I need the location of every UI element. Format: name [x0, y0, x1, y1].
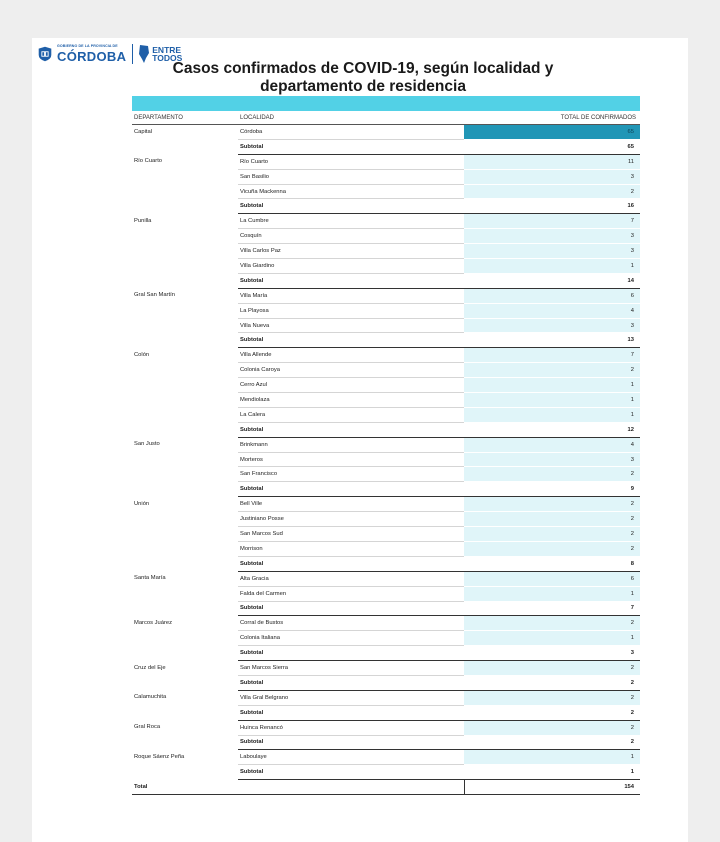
subtotal-value: 2 — [464, 705, 640, 720]
locality-cell: Bell Ville — [238, 497, 464, 512]
confirmed-count-cell: 1 — [464, 586, 640, 601]
subtotal-label: Subtotal — [238, 765, 464, 780]
confirmed-count-cell: 65 — [464, 125, 640, 140]
subtotal-value: 16 — [464, 199, 640, 214]
subtotal-label: Subtotal — [238, 199, 464, 214]
department-cell: Gral Roca — [134, 724, 161, 731]
subtotal-value: 13 — [464, 333, 640, 348]
locality-cell: Colonia Italiana — [238, 631, 464, 646]
confirmed-count-cell: 2 — [464, 541, 640, 556]
table-row — [132, 720, 640, 735]
department-cell: Calamuchita — [134, 694, 167, 701]
locality-cell: Corral de Bustos — [238, 616, 464, 631]
confirmed-count-cell: 3 — [464, 244, 640, 259]
table-row — [132, 437, 640, 452]
department-cell: Roque Sáenz Peña — [134, 753, 185, 760]
locality-cell: Alta Gracia — [238, 571, 464, 586]
table-row — [132, 125, 640, 140]
locality-cell: Villa Carlos Paz — [238, 244, 464, 259]
locality-cell: Morrison — [238, 541, 464, 556]
confirmed-count-cell: 7 — [464, 348, 640, 363]
locality-cell: Vicuña Mackenna — [238, 184, 464, 199]
confirmed-count-cell: 7 — [464, 214, 640, 229]
locality-cell: Colonia Caroya — [238, 363, 464, 378]
subtotal-label: Subtotal — [238, 646, 464, 661]
subtotal-label: Subtotal — [238, 735, 464, 750]
subtotal-label: Subtotal — [238, 333, 464, 348]
confirmed-count-cell: 1 — [464, 631, 640, 646]
confirmed-count-cell: 2 — [464, 690, 640, 705]
department-cell: Unión — [134, 500, 150, 507]
government-caption: GOBIERNO DE LA PROVINCIA DE — [57, 44, 118, 49]
coat-of-arms-icon — [36, 45, 54, 63]
subtotal-label: Subtotal — [238, 482, 464, 497]
confirmed-count-cell: 2 — [464, 661, 640, 676]
subtotal-value: 12 — [464, 422, 640, 437]
todos-text: TODOS — [152, 53, 183, 63]
province-name: CÓRDOBA — [57, 48, 127, 64]
subtotal-label: Subtotal — [238, 705, 464, 720]
department-cell: Gral San Martín — [134, 292, 175, 299]
table-row — [132, 661, 640, 676]
subtotal-value: 14 — [464, 273, 640, 288]
confirmed-count-cell: 3 — [464, 452, 640, 467]
subtotal-value: 3 — [464, 646, 640, 661]
table-row — [132, 214, 640, 229]
department-cell: Capital — [134, 129, 153, 135]
subtotal-label: Subtotal — [238, 675, 464, 690]
department-cell: Río Cuarto — [134, 158, 163, 165]
locality-cell: San Francisco — [238, 467, 464, 482]
locality-cell: San Marcos Sierra — [238, 661, 464, 676]
confirmed-count-cell: 6 — [464, 571, 640, 586]
subtotal-value: 2 — [464, 675, 640, 690]
confirmed-count-cell: 6 — [464, 288, 640, 303]
locality-cell: Villa Allende — [238, 348, 464, 363]
subtotal-value: 9 — [464, 482, 640, 497]
table-row — [132, 616, 640, 631]
table-row — [132, 154, 640, 169]
subtotal-value: 7 — [464, 601, 640, 616]
confirmed-count-cell: 2 — [464, 616, 640, 631]
subtotal-label: Subtotal — [238, 601, 464, 616]
confirmed-count-cell: 3 — [464, 169, 640, 184]
department-cell: Punilla — [134, 217, 152, 224]
table-header-row — [132, 111, 640, 125]
entre-text: ENTRE — [152, 44, 182, 55]
locality-cell: Villa María — [238, 288, 464, 303]
confirmed-count-cell: 2 — [464, 497, 640, 512]
department-cell: Colón — [134, 351, 150, 358]
locality-cell: Justiniano Posse — [238, 512, 464, 527]
cases-table — [132, 96, 640, 795]
locality-cell: Falda del Carmen — [238, 586, 464, 601]
header-localidad: LOCALIDAD — [238, 111, 464, 125]
confirmed-count-cell: 2 — [464, 512, 640, 527]
table-row — [132, 497, 640, 512]
subtotal-label: Subtotal — [238, 556, 464, 571]
locality-cell: Córdoba — [238, 125, 464, 140]
confirmed-count-cell: 1 — [464, 378, 640, 393]
subtotal-label: Subtotal — [238, 273, 464, 288]
locality-cell: Morteros — [238, 452, 464, 467]
locality-cell: San Marcos Sud — [238, 527, 464, 542]
locality-cell: Río Cuarto — [238, 154, 464, 169]
locality-cell: Villa Giardino — [238, 259, 464, 274]
locality-cell: Mendiolaza — [238, 393, 464, 408]
confirmed-count-cell: 2 — [464, 467, 640, 482]
subtotal-value: 2 — [464, 735, 640, 750]
table-row — [132, 690, 640, 705]
document-page — [32, 38, 688, 842]
total-value: 154 — [464, 780, 640, 795]
department-cell: Cruz del Eje — [134, 664, 166, 671]
locality-cell: Cosquín — [238, 229, 464, 244]
cordoba-government-logo — [36, 45, 126, 63]
locality-cell: Huinca Renancó — [238, 720, 464, 735]
header-band — [132, 96, 640, 111]
header-total: TOTAL DE CONFIRMADOS — [464, 111, 640, 125]
subtotal-label: Subtotal — [238, 422, 464, 437]
locality-cell: Cerro Azul — [238, 378, 464, 393]
confirmed-count-cell: 2 — [464, 720, 640, 735]
locality-cell: San Basilio — [238, 169, 464, 184]
confirmed-count-cell: 2 — [464, 527, 640, 542]
department-cell: Marcos Juárez — [134, 619, 173, 626]
confirmed-count-cell: 2 — [464, 184, 640, 199]
total-row — [132, 780, 640, 795]
locality-cell: Brinkmann — [238, 437, 464, 452]
table-row — [132, 750, 640, 765]
confirmed-count-cell: 1 — [464, 393, 640, 408]
confirmed-count-cell: 11 — [464, 154, 640, 169]
subtotal-value: 65 — [464, 139, 640, 154]
confirmed-count-cell: 1 — [464, 407, 640, 422]
document-title: Casos confirmados de COVID-19, según localidad y departamento de residencia — [172, 60, 554, 95]
confirmed-count-cell: 1 — [464, 750, 640, 765]
locality-cell: La Playosa — [238, 303, 464, 318]
confirmed-count-cell: 3 — [464, 318, 640, 333]
total-spacer — [238, 780, 464, 795]
table-row — [132, 288, 640, 303]
table-row — [132, 571, 640, 586]
confirmed-count-cell: 3 — [464, 229, 640, 244]
locality-cell: La Calera — [238, 407, 464, 422]
confirmed-count-cell: 2 — [464, 363, 640, 378]
department-cell: San Justo — [134, 441, 160, 448]
locality-cell: La Cumbre — [238, 214, 464, 229]
confirmed-count-cell: 4 — [464, 303, 640, 318]
locality-cell: Laboulaye — [238, 750, 464, 765]
total-label: Total — [132, 780, 238, 795]
header-departamento: DEPARTAMENTO — [132, 111, 238, 125]
subtotal-value: 8 — [464, 556, 640, 571]
subtotal-label: Subtotal — [238, 139, 464, 154]
locality-cell: Villa Nueva — [238, 318, 464, 333]
table-row — [132, 348, 640, 363]
subtotal-value: 1 — [464, 765, 640, 780]
department-cell: Santa María — [134, 575, 166, 582]
locality-cell: Villa Gral Belgrano — [238, 690, 464, 705]
confirmed-count-cell: 4 — [464, 437, 640, 452]
confirmed-count-cell: 1 — [464, 259, 640, 274]
